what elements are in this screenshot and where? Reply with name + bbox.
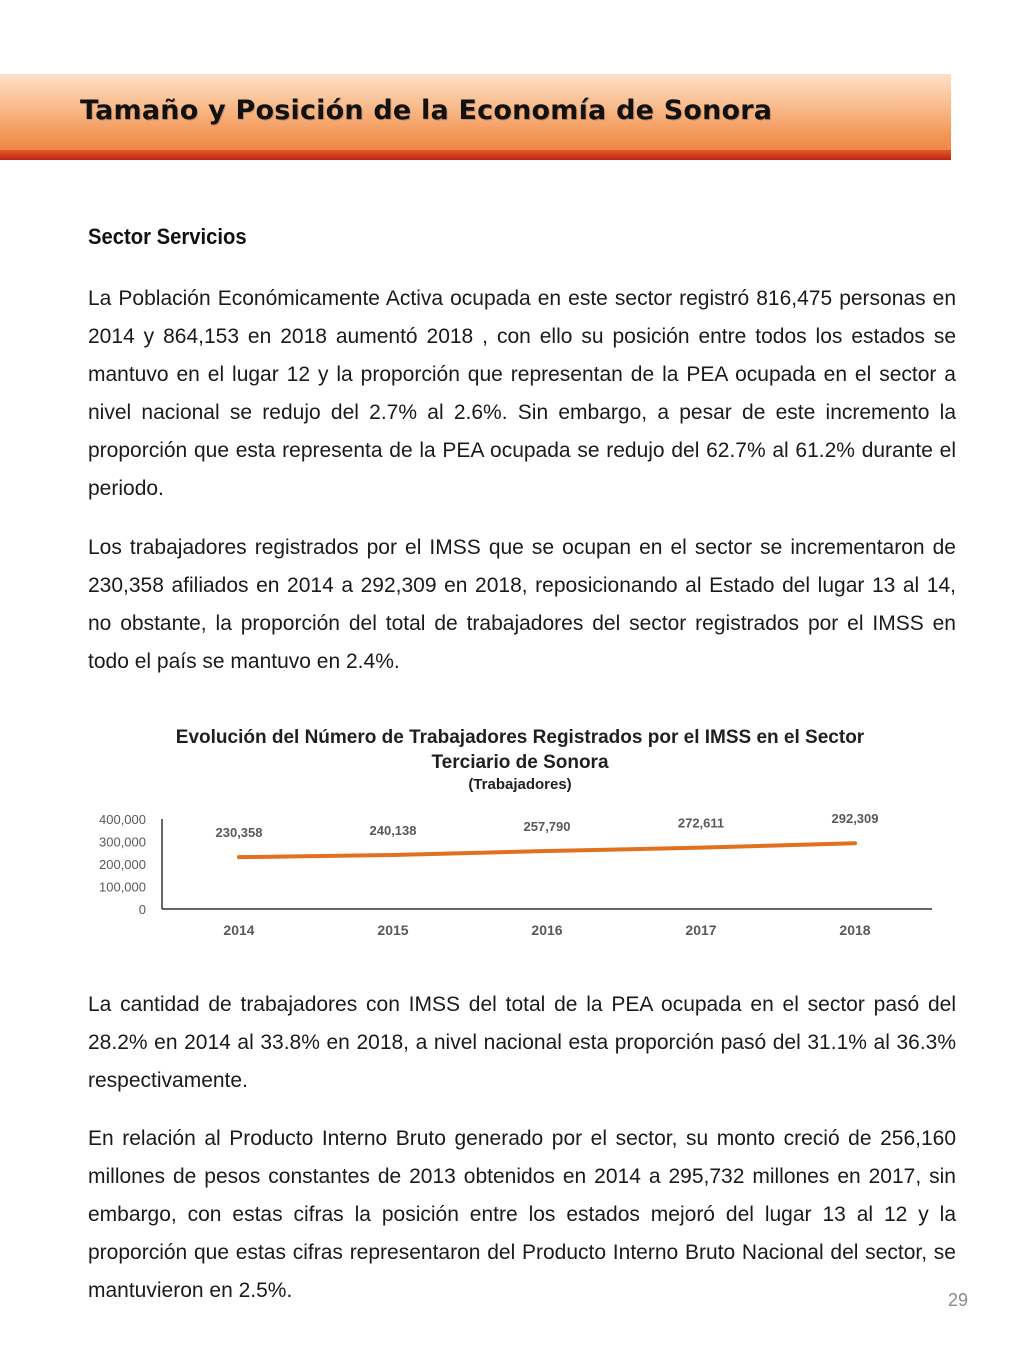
section-heading: Sector Servicios [88,224,247,249]
header-rule [0,150,951,160]
page-number: 29 [948,1290,969,1310]
y-tick-label: 200,000 [99,857,146,872]
y-tick-label: 400,000 [99,812,146,827]
y-tick-label: 100,000 [99,879,146,895]
x-tick-label: 2018 [839,922,871,938]
x-tick-label: 2015 [377,922,409,938]
chart-subtitle: (Trabajadores) [468,776,572,793]
paragraph-imss: Los trabajadores registrados por el IMSS que se ocupan en el sector se incrementaron de 230,358 afiliados en 2014 a 292,309 en 2018, reposicionando al Estado del lugar 13 al 14, no obstante, la proporción del total de trabajadores del sector registrados por el IMSS en todo el país se mantuvo en 2.4%. [88,536,956,673]
x-tick-label: 2014 [223,922,255,938]
paragraph-pib: En relación al Producto Interno Bruto generado por el sector, su monto creció de 256,160 millones de pesos constantes de 2013 obtenidos en 2014 a 295,732 millones en 2017, sin embargo, con estas cifras la posición entre los estados mejoró del lugar 13 al 12 y la proporción que estas cifras representaron del Producto Interno Bruto Nacional del sector, se mantuvieron en 2.5%. [88,1127,956,1302]
data-point [853,841,857,845]
data-label: 272,611 [677,815,725,831]
x-tick-label: 2017 [685,922,717,938]
data-label: 230,358 [215,825,263,841]
data-point [237,855,241,859]
data-label: 257,790 [523,818,571,834]
data-point [699,846,703,850]
data-point [391,853,395,857]
page-title: Tamaño y Posición de la Economía de Sonora [80,95,773,126]
data-label: 240,138 [369,822,417,838]
data-label: 292,309 [831,811,879,827]
paragraph-pea: La Población Económicamente Activa ocupada en este sector registró 816,475 personas en 2014 y 864,153 en 2018 aumentó 2018 , con ello su posición entre todos los estados se mantuvo en el lugar 12 y la proporción que representan de la PEA ocupada en el sector a nivel nacional se redujo del 2.7% al 2.6%. Sin embargo, a pesar de este incremento la proporción que esta representa de la PEA ocupada se redujo del 62.7% al 61.2% durante el periodo. [88,287,956,500]
chart-title: Evolución del Número de Trabajadores Registrados por el IMSS en el Sector Terciario de Sonora [175,727,865,773]
paragraph-imss-share: La cantidad de trabajadores con IMSS del total de la PEA ocupada en el sector pasó del 28.2% en 2014 al 33.8% en 2018, a nivel nacional esta proporción pasó del 31.1% al 36.3% respectivamente. [88,993,956,1092]
y-tick-label: 300,000 [99,834,146,850]
data-point [545,849,549,853]
line-chart [0,800,1024,950]
y-tick-label: 0 [138,902,146,917]
x-tick-label: 2016 [531,922,563,938]
